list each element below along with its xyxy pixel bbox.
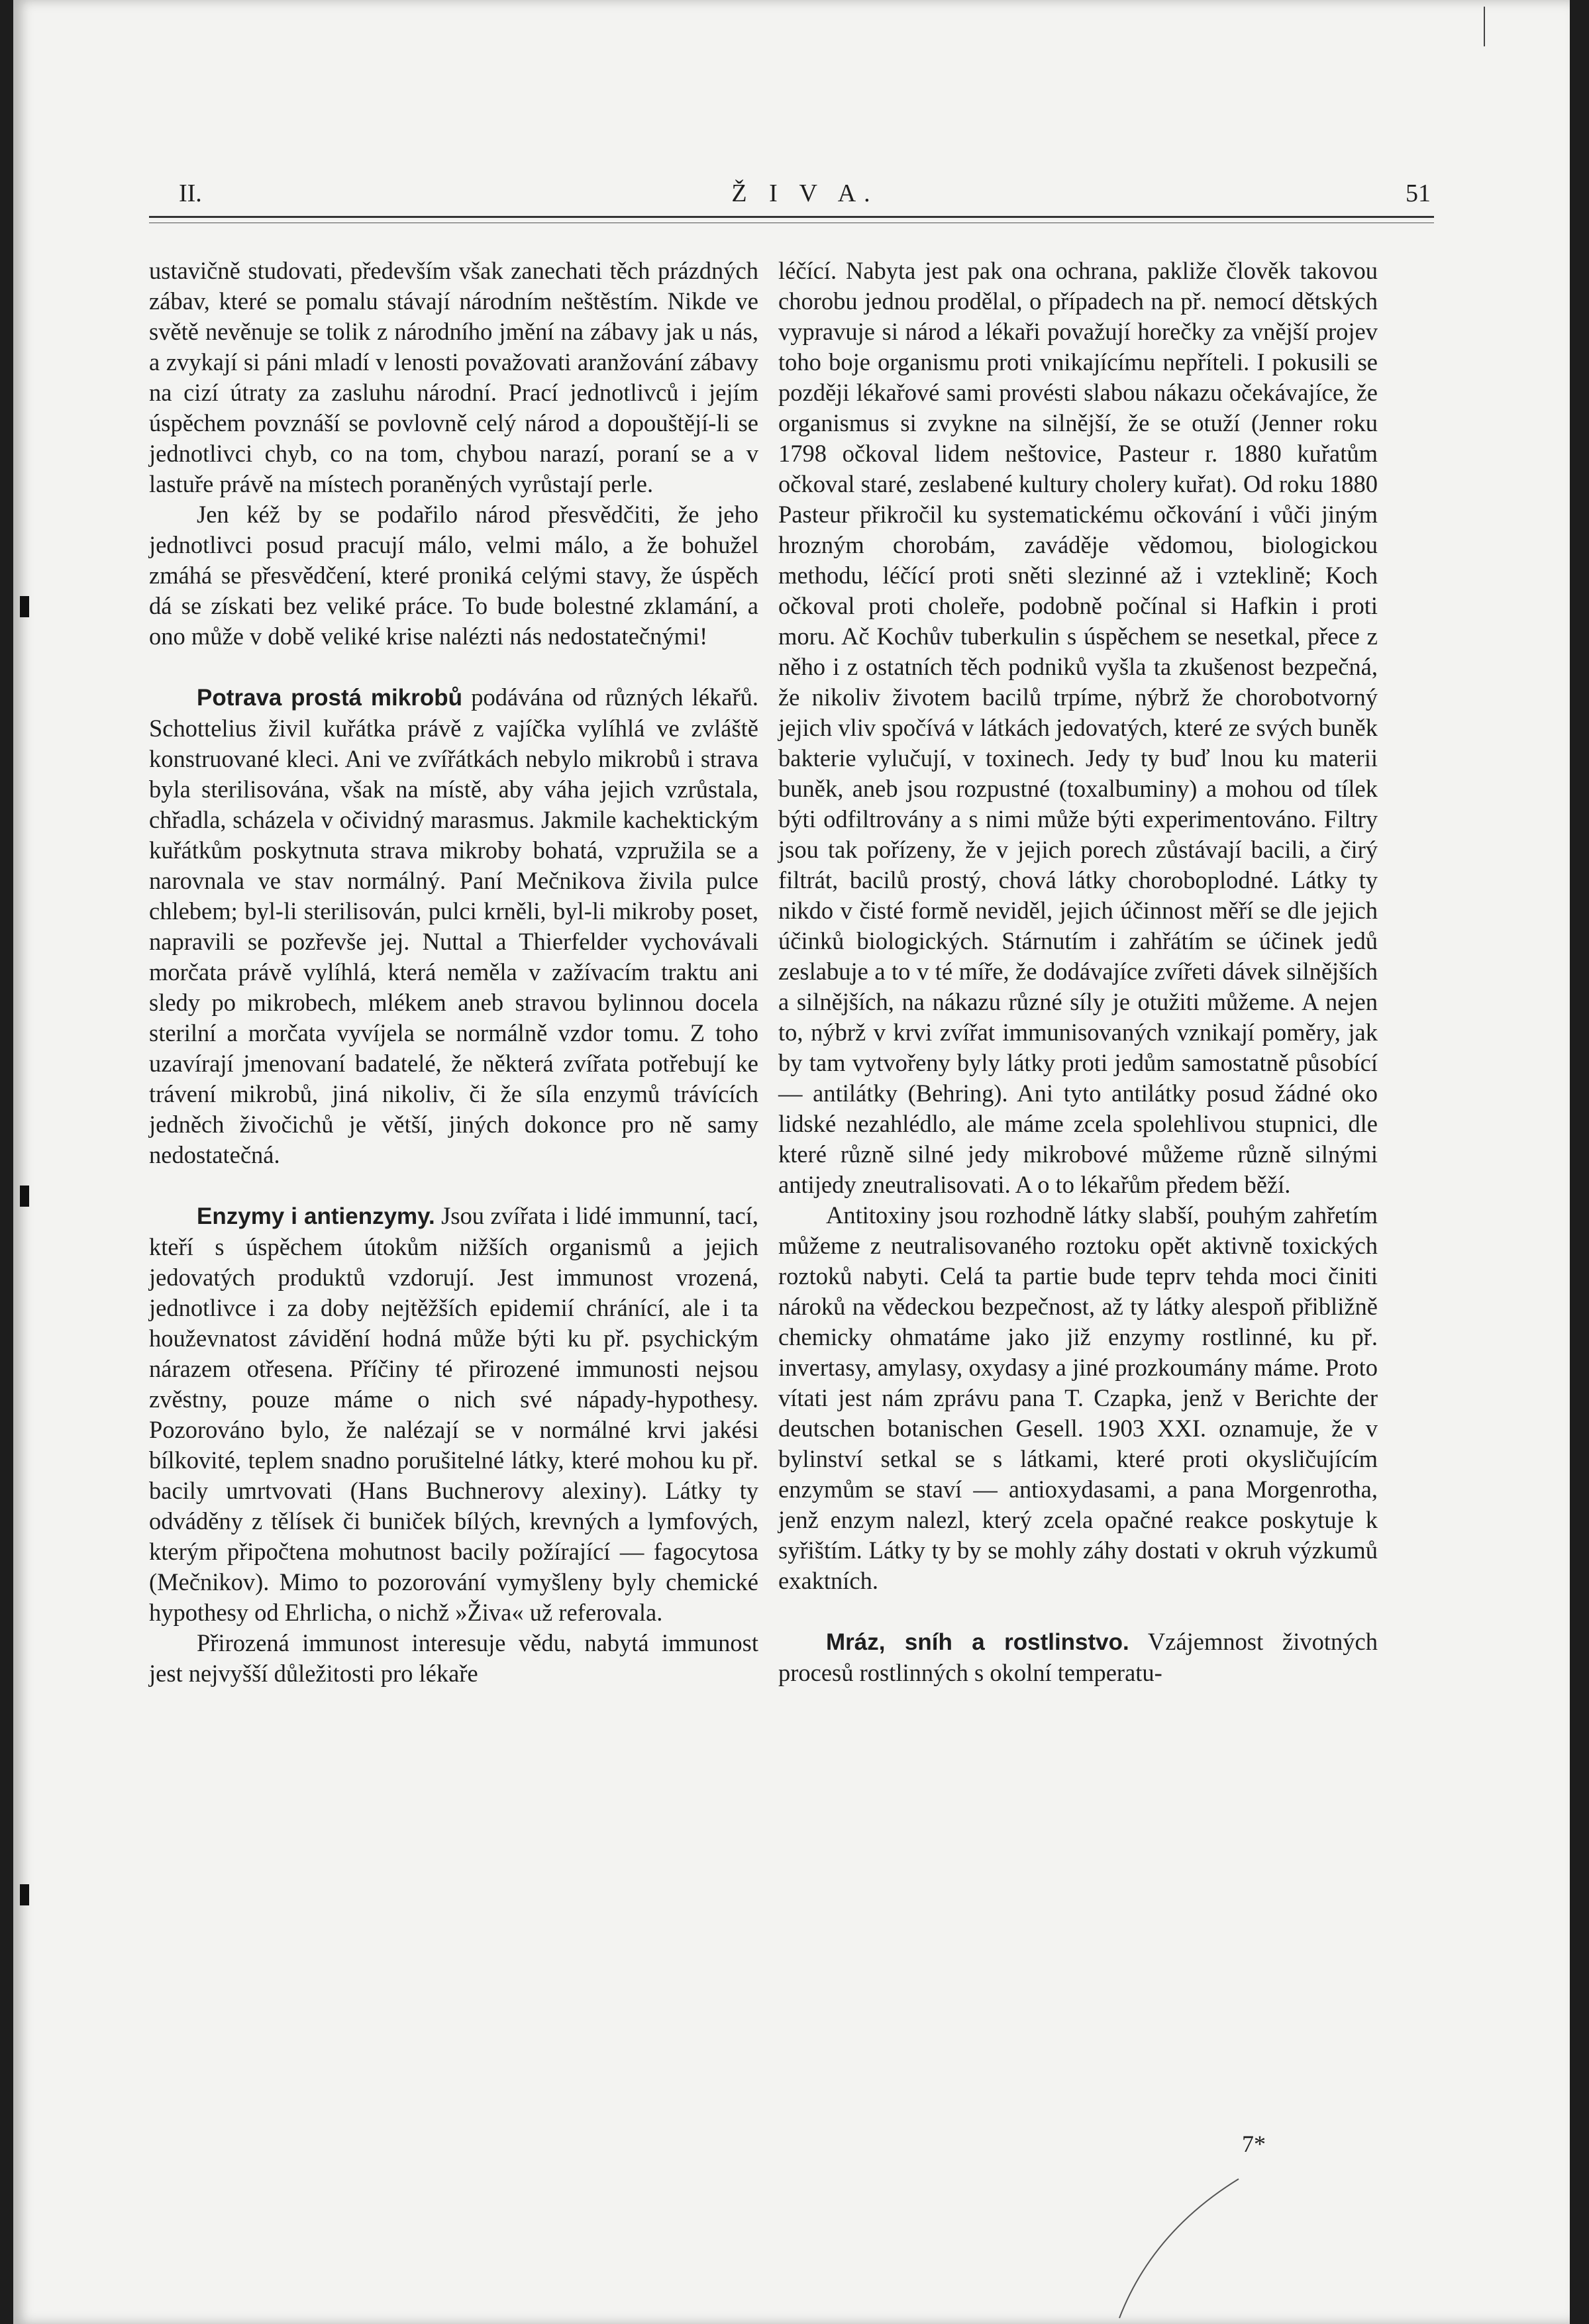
paragraph: Přirozená immunost interesuje vědu, nabytá immunost jest nejvyšší důležitosti pro lékaře	[149, 1629, 758, 1687]
section-heading: Mráz, sníh a rostlinstvo.	[826, 1629, 1129, 1655]
pencil-stroke	[1073, 2172, 1245, 2324]
scan-artifact	[1484, 7, 1485, 46]
signature-mark: 7*	[1242, 2131, 1266, 2157]
page	[13, 0, 1570, 2324]
section-text: Vzájemnost životných procesů rostlinných s okolní temperatu-	[778, 1628, 1378, 1686]
edge-mark	[20, 1186, 29, 1207]
section-heading: Potrava prostá mikrobů	[197, 685, 463, 711]
section-text: Jsou zvířata i lidé immunní, tací, kteří s úspěchem útokům nižších organismů a jejich jedovatých produktů vzdorují. Jest immunost vrozená, jednotlivce i za doby nejtěžších epidemií chránící, ale i ta houževnatost závidění hodná může býti ku př. psychickým nárazem otřesena. Příčiny té přirozené immunosti nejsou zvěstny, pouze máme o nich své nápady-hypothesy. Pozorováno bylo, že nalézají se v normálné krvi jakési bílkovité, teplem snadno porušitelné látky, které mohou ku př. bacily umrtvovati (Hans Buchnerovy alexiny). Látky ty odváděny z tělísek či buniček bílých, krevných a lymfových, kterým připočtena mohutnost bacily požírající — fagocytosa (Mečnikov). Mimo to pozorování vymyšleny byly chemické hypothesy od Ehrlicha, o nichž »Živa« už referovala.	[149, 1202, 758, 1626]
section-paragraph	[778, 1627, 1378, 1688]
right-column	[778, 256, 1378, 1688]
paragraph: ustavičně studovati, především však zanechati těch prázdných zábav, které se pomalu stávají národním neštěstím. Nikde ve světě nevěnuje se tolik z národního jmění na zábavy jak u nás, a zvykají si páni mladí v lenosti považovati aranžování zábavy na cizí útraty za zasluhu národní. Prací jednotlivců i jejím úspěchem povznáší se povlovně celý národ a dopouštějí-li se jednotlivci chyb, co na tom, chybou narazí, poraní se a v lastuře právě na místech poraněných vyrůstají perle.	[149, 257, 758, 497]
edge-mark	[20, 1884, 29, 1905]
paragraph: Antitoxiny jsou rozhodně látky slabší, pouhým zahřetím můžeme z neutralisovaného roztoku opět aktivně toxických roztoků nabyti. Celá ta partie bude teprv tehda moci činiti nároků na vědeckou bezpečnost, až ty látky alespoň přibližně chemicky ohmatáme jako již enzymy rostlinné, ku př. invertasy, amylasy, oxydasy a jiné prozkoumány máme. Proto vítati jest nám zprávu pana T. Czapka, jenž v Berichte der deutschen botanischen Gesell. 1903 XXI. oznamuje, že v bylinství setkal se s látkami, které proti okysličujícím enzymům se staví — antioxydasami, a pana Morgenrotha, jenž enzym nalezl, který zcela opačné reakce poskytuje k syřištím. Látky ty by se mohly záhy dostati v okruh výzkumů exaktních.	[778, 1201, 1378, 1594]
paragraph: léčící. Nabyta jest pak ona ochrana, pakliže člověk takovou chorobu jednou prodělal, o případech na př. nemocí dětských vypravuje si národ a lékaři považují horečky za vnější projev toho boje organismu proti vnikajícímu nepříteli. I pokusili se později lékařové sami provésti slabou nákazu očekávajíce, že organismus si zvykne na silnější, že se otuží (Jenner roku 1798 očkoval lidem neštovice, Pasteur r. 1880 kuřatům očkoval staré, zeslabené kultury cholery kuřat). Od roku 1880 Pasteur přikročil ku systematickému očkování i vůči jiným hrozným chorobám, zaváděje vědomou, biologickou methodu, léčící proti sněti slezinné až i vzteklině; Koch očkoval proti choleře, podobně počínal si Hafkin i proti moru. Ač Kochův tuberkulin s úspěchem se nesetkal, přece z něho i z ostatních těch podniků vyšla ta zkušenost bezpečná, že nikoliv životem bacilů trpíme, nýbrž že chorobotvorný jejich vliv spočívá v látkách jedovatých, které ze svých buněk bakterie vylučují, v toxinech. Jedy ty buď lnou ku materii buněk, aneb jsou rozpustné (toxalbuminy) a mohou od tílek býti odfiltrovány a s nimi může býti experimentováno. Filtry jsou tak pořízeny, že v jejich porech zůstávají bacili, a čirý filtrát, bacilů prostý, chová látky choroboplodné. Látky ty nikdo v čisté formě neviděl, jejich účinnost měří se dle jejich účinků biologických. Stárnutím i zahřátím se účinek jedů zeslabuje a to v té míře, že dodávajíce zvířeti dávek silnějších a silnějších, na nákazu různé síly je otužiti můžeme. A nejen to, nýbrž v krvi zvířat immunisovaných vznikají poměry, jak by tam vytvořeny byly látky proti jedům samostatně působící — antilátky (Behring). Ani tyto antilátky posud žádné oko lidské nezahlédlo, ale máme zcela spolehlivou stupnici, dle které různě silné jedy mikrobové můžeme různě silnými antijedy zneutralisovati. A o to lékařům předem běží.	[778, 257, 1378, 1198]
page-number: 51	[1406, 179, 1431, 207]
paragraph: Jen kéž by se podařilo národ přesvědčiti, že jeho jednotlivci posud pracují málo, velmi málo, a že bohužel zmáhá se přesvědčení, které proniká celými stavy, že úspěch dá se získati bez veliké práce. To bude bolestné zklamání, a ono může v době veliké krise nalézti nás nedostatečnými!	[149, 501, 758, 650]
edge-mark	[20, 596, 29, 617]
volume-number: II.	[179, 179, 202, 207]
section-heading: Enzymy i antienzymy.	[197, 1203, 435, 1229]
section-paragraph	[149, 682, 758, 1170]
section-text: podávána od různých lékařů. Schottelius živil kuřátka právě z vajíčka vylíhlá ve zvláště konstruované kleci. Ani ve zvířátkách nebylo mikrobů i strava byla sterilisována, však na místě, aby váha jejich vzrůstala, chřadla, scházela v očividný marasmus. Jakmile kachektickým kuřátkům poskytnuta strava mikroby bohatá, vzpružila se a narovnala ve stav normálný. Paní Mečnikova živila pulce chlebem; byl-li sterilisován, pulci krněli, byl-li mikroby poset, napravili se pozřevše jej. Nuttal a Thierfelder vychovávali morčata právě vylíhlá, která neměla v zažívacím traktu ani sledy po mikrobech, mlékem aneb stravou bylinnou docela sterilní a morčata vyvíjela se normálně vzdor tomu. Z toho uzavírají jmenovaní badatelé, že některá zvířata potřebují ke trávení mikrobů, jiná nikoliv, či že síla enzymů trávících jedněch živočichů je větší, jiných dokonce pro ně samy nedostatečná.	[149, 683, 758, 1168]
journal-title: Ž I V A.	[731, 179, 878, 207]
section-paragraph	[149, 1201, 758, 1628]
left-column	[149, 256, 758, 1689]
running-header	[179, 174, 1431, 213]
header-rule	[149, 216, 1434, 218]
